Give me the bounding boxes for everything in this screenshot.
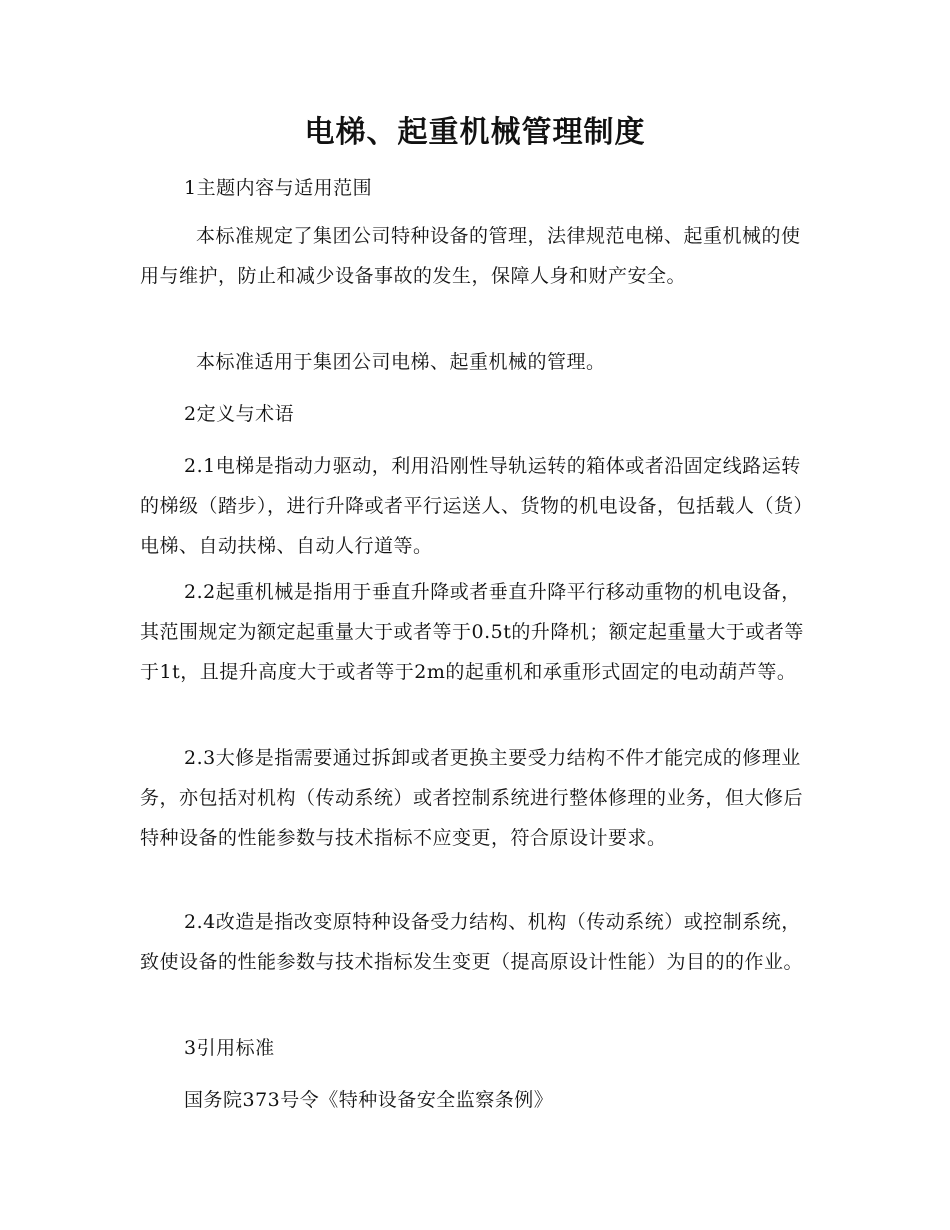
paragraph-applicability: 本标准适用于集团公司电梯、起重机械的管理。	[196, 351, 606, 373]
definition-2-3: 2.3大修是指需要通过拆卸或者更换主要受力结构不件才能完成的修理业务，亦包括对机构（传动系统）或者控制系统进行整体修理的业务，但大修后特种设备的性能参数与技术指标不应变更，符合原设计要求。	[140, 747, 804, 849]
section-heading-2: 2定义与术语	[184, 403, 295, 425]
definition-2-4: 2.4改造是指改变原特种设备受力结构、机构（传动系统）或控制系统，致使设备的性能参数与技术指标发生变更（提高原设计性能）为目的的作业。	[140, 911, 804, 973]
section-heading-3: 3引用标准	[184, 1037, 275, 1059]
definition-2-1: 2.1电梯是指动力驱动，利用沿刚性导轨运转的箱体或者沿固定线路运转的梯级（踏步），进行升降或者平行运送人、货物的机电设备，包括载人（货）电梯、自动扶梯、自动人行道等。	[140, 455, 804, 557]
definition-2-2: 2.2起重机械是指用于垂直升降或者垂直升降平行移动重物的机电设备，其范围规定为额定起重量大于或者等于0.5t的升降机；额定起重量大于或者等于1t，且提升高度大于或者等于2m的起重机和承重形式固定的电动葫芦等。	[140, 581, 804, 683]
paragraph-scope: 本标准规定了集团公司特种设备的管理，法律规范电梯、起重机械的使用与维护，防止和减少设备事故的发生，保障人身和财产安全。	[140, 225, 801, 287]
document-title: 电梯、起重机械管理制度	[304, 115, 646, 150]
section-heading-1: 1主题内容与适用范围	[184, 177, 373, 199]
reference-standard: 国务院373号令《特种设备安全监察条例》	[184, 1089, 554, 1111]
